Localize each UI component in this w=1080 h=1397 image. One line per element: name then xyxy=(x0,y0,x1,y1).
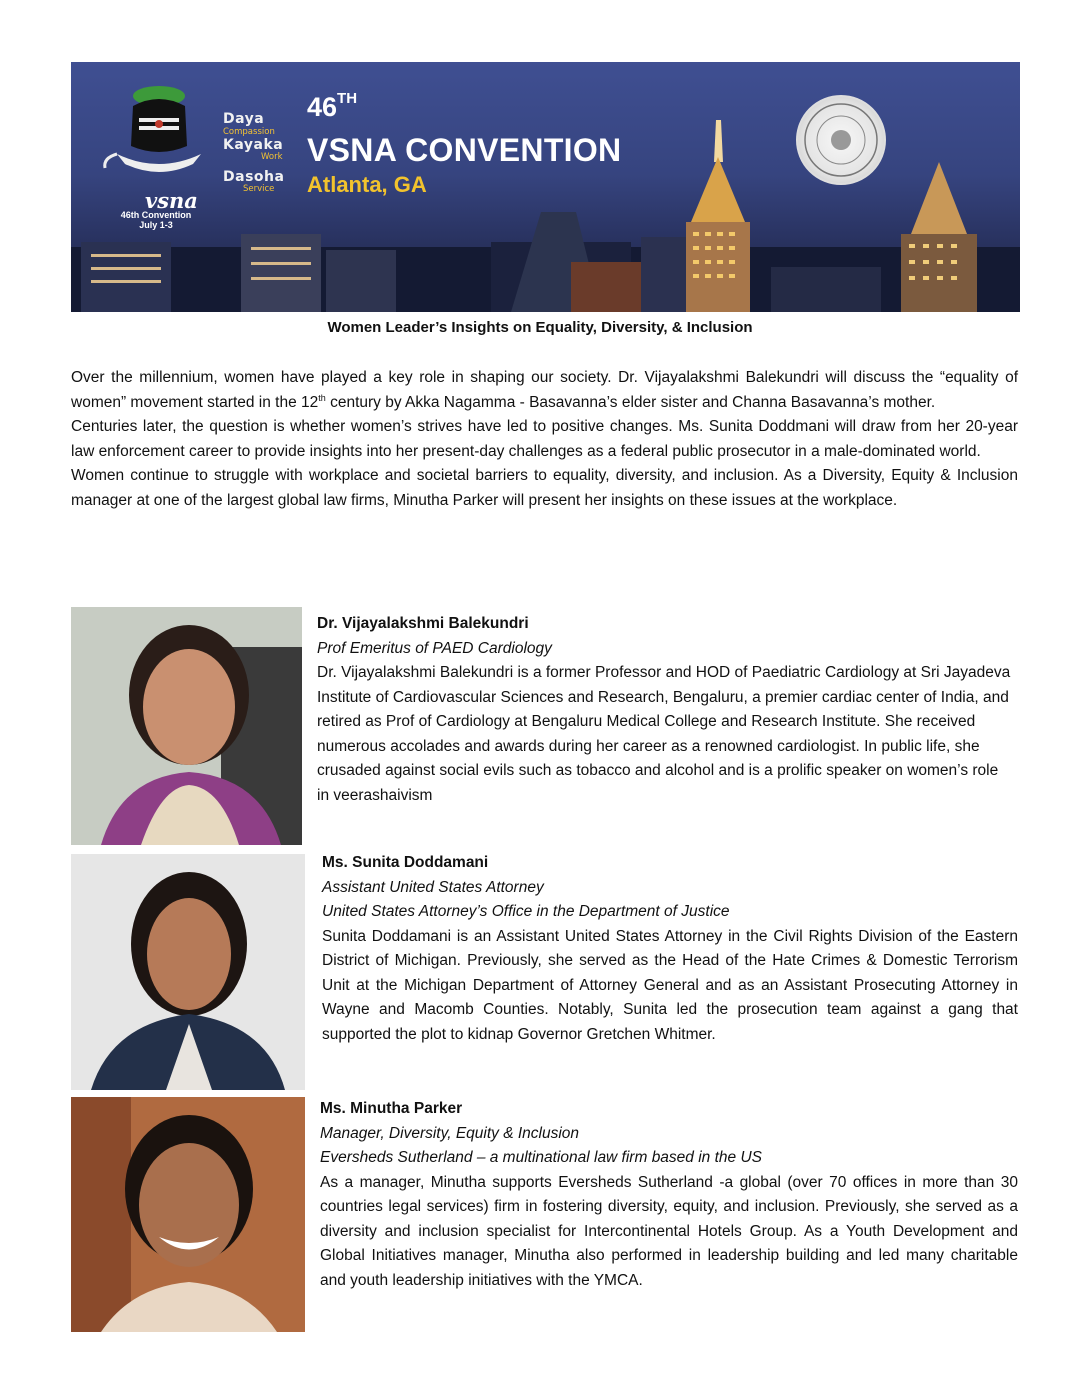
vsna-logo xyxy=(97,84,317,254)
speaker-photo-doddamani xyxy=(71,854,305,1090)
banner-edition xyxy=(307,92,357,123)
lingam-emblem-icon xyxy=(97,84,217,194)
banner-edition-number: 46 xyxy=(307,92,338,122)
banner-title: VSNA CONVENTION xyxy=(307,132,622,168)
speaker-description: As a manager, Minutha supports Eversheds Sutherland -a global (over 70 offices in more than 30 countries legal services) firm in fostering diversity, equity, and inclusion. Previously, she served as a diversity and inclusion specialist for Intercontinental Hotels Group. As a Youth Development and Global Initiatives manager, Minutha also performed in leadership building and led many charitable and youth leadership initiatives with the YMCA. xyxy=(320,1173,1018,1289)
speaker-photo-balekundri xyxy=(71,607,302,845)
intro-paragraph-3: Women continue to struggle with workplace and societal barriers to equality, diversity, and inclusion. As a Diversity, Equity & Inclusion manager at one of the largest global law firms, Minutha Parker will present her insights on these issues at the workplace. xyxy=(71,467,1018,509)
logo-word-kayaka: Kayaka xyxy=(223,137,284,153)
intro-paragraph-1 xyxy=(71,366,1018,415)
logo-word-daya-sub: Compassion xyxy=(223,127,275,137)
speaker-organization: Eversheds Sutherland – a multinational law firm based in the US xyxy=(320,1149,762,1166)
intro-paragraph-2: Centuries later, the question is whether women’s strives have led to positive changes. Ms. Sunita Doddmani will draw from her 20-year law enforcement career to provide insights into her present-day challenges as a federal public prosecutor in a male-dominated world. xyxy=(71,418,1018,460)
logo-virtues xyxy=(223,112,284,194)
banner-location: Atlanta, GA xyxy=(307,172,427,197)
speaker-name: Dr. Vijayalakshmi Balekundri xyxy=(317,615,529,632)
logo-convention-info xyxy=(111,210,201,230)
banner-edition-suffix: TH xyxy=(337,90,358,107)
speaker-name: Ms. Sunita Doddamani xyxy=(322,854,489,871)
speaker-description: Dr. Vijayalakshmi Balekundri is a former Professor and HOD of Paediatric Cardiology at Sri Jayadeva Institute of Cardiovascular Sciences and Research, Bengaluru, a premier cardiac center of India, and retired as Prof of Cardiology at Bengaluru Medical College and Research Institute. She received numerous accolades and awards during her career as a renowned cardiologist. In public life, she crusaded against social evils such as tobacco and alcohol and is a prolific speaker on women’s role in veerashaivism xyxy=(317,664,1011,804)
speaker-photo-parker xyxy=(71,1097,305,1332)
speaker-description: Sunita Doddamani is an Assistant United States Attorney in the Civil Rights Division of the Eastern District of Michigan. Previously, she served as the Head of the Hate Crimes & Domestic Terrorism Unit at the Michigan Department of Attorney General and as an Assistant Prosecuting Attorney in Wayne and Macomb Counties. Notably, Sunita led the prosecution team against a gang that supported the plot to kidnap Governor Gretchen Whitmer. xyxy=(322,927,1018,1043)
logo-word-dasoha: Dasoha xyxy=(223,169,285,185)
logo-word-dasoha-sub: Service xyxy=(243,184,275,194)
speaker-bio-parker xyxy=(320,1097,1018,1293)
intro-section xyxy=(71,366,1018,513)
logo-word-daya: Daya xyxy=(223,111,265,127)
speaker-role: Prof Emeritus of PAED Cardiology xyxy=(317,639,552,657)
speaker-bio-balekundri xyxy=(317,612,1012,808)
logo-vsna-text: vsna xyxy=(145,188,198,213)
logo-word-kayaka-sub: Work xyxy=(261,152,283,162)
logo-convention-label: 46th Convention xyxy=(120,210,192,220)
page-subtitle: Women Leader’s Insights on Equality, Diversity, & Inclusion xyxy=(327,319,753,336)
intro-p1-text-b: century by Akka Nagamma - Basavanna’s elder sister and Channa Basavanna’s mother. xyxy=(325,393,936,411)
speaker-role: Assistant United States Attorney xyxy=(322,878,544,896)
intro-p1-text-a: Over the millennium, women have played a key role in shaping our society. Dr. Vijayalakshmi Balekundri will discuss the “equality of women” movement started in the 12 xyxy=(71,369,1018,411)
speaker-role: Manager, Diversity, Equity & Inclusion xyxy=(320,1124,580,1142)
speaker-bio-doddamani xyxy=(322,851,1018,1047)
convention-banner xyxy=(71,62,1020,312)
organization-seal-icon xyxy=(796,95,886,185)
speaker-organization: United States Attorney’s Office in the Department of Justice xyxy=(322,903,730,920)
logo-convention-dates: July 1-3 xyxy=(139,220,173,230)
speaker-name: Ms. Minutha Parker xyxy=(320,1100,463,1117)
intro-p1-superscript: th xyxy=(318,392,326,403)
